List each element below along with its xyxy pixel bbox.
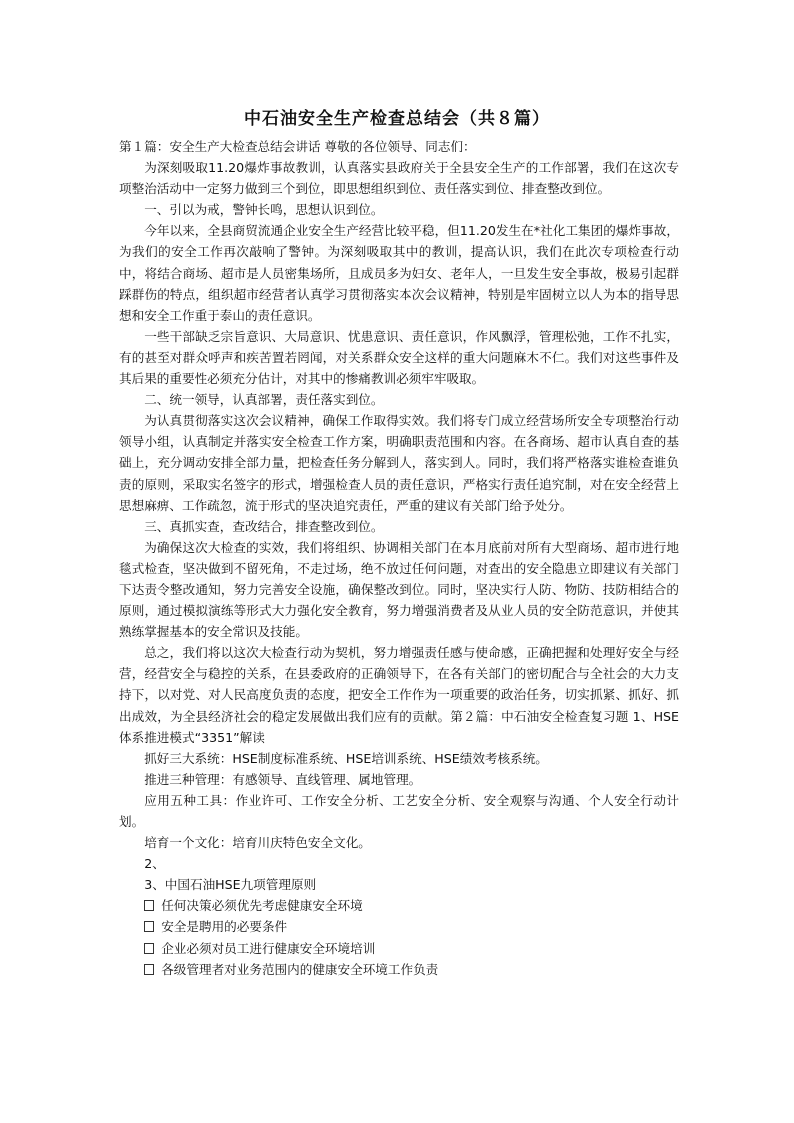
checklist-item-text: 企业必须对员工进行健康安全环境培训: [161, 940, 376, 956]
paragraph-intro: 为深刻吸取11.20爆炸事故教训，认真落实县政府关于全县安全生产的工作部署，我们在这次专项整治活动中一定努力做到三个到位，即思想组织到位、责任落实到位、排查整改到位。: [119, 160, 679, 197]
paragraph-section2: 为认真贯彻落实这次会议精神，确保工作取得实效。我们将专门成立经营场所安全专项整治行动领导小组，认真制定并落实安全检查工作方案，明确职责范围和内容。在各商场、超市认真自查的基础上，充分调动安排全部力量，把检查任务分解到人，落实到人。同时，我们将严格落实谁检查谁负责的原则，采取实名签字的形式，增强检查人员的责任意识，严格实行责任追究制，对在安全经营上思想麻痹、工作疏忽，流于形式的坚决追究责任，严重的建议有关部门给予处分。: [119, 413, 679, 513]
checklist-item-text: 任何决策必须优先考虑健康安全环境: [161, 898, 363, 914]
paragraph-three-systems: 抓好三大系统：HSE制度标准系统、HSE培训系统、HSE绩效考核系统。: [144, 750, 548, 766]
checklist-item: [119, 959, 679, 980]
checkbox-icon: [144, 900, 154, 911]
paragraph-one-culture: 培育一个文化：培育川庆特色安全文化。: [144, 835, 371, 851]
paragraph-section3: 为确保这次大检查的实效，我们将组织、协调相关部门在本月底前对所有大型商场、超市进行地毯式检查，坚决做到不留死角，不走过场，绝不放过任何问题，对查出的安全隐患立即建议有关部门下达责令整改通知，努力完善安全设施，确保整改到位。同时，坚决实行人防、物防、技防相结合的原则，通过模拟演练等形式大力强化安全教育，努力增强消费者及从业人员的安全防范意识，并使其熟练掌握基本的安全常识及技能。: [119, 539, 679, 640]
section-heading-3: 三、真抓实查，查改结合，排查整改到位。: [144, 518, 384, 534]
paragraph-section1-a: 今年以来，全县商贸流通企业安全生产经营比较平稳，但11.20发生在*社化工集团的爆炸事故，为我们的安全工作再次敲响了警钟。为深刻吸取其中的教训，提高认识，我们在此次专项检查行动中，将结合商场、超市是人员密集场所，且成员多为妇女、老年人，一旦发生安全事故，极易引起群踩群伤的特点，组织超市经营者认真学习贯彻落实本次会议精神，特别是牢固树立以人为本的指导思想和安全工作重于泰山的责任意识。: [119, 223, 679, 323]
checkbox-icon: [144, 921, 154, 932]
checklist-item: [119, 938, 679, 959]
paragraph-item-3: 3、中国石油HSE九项管理原则: [144, 877, 317, 893]
section-heading-2: 二、统一领导，认真部署，责任落实到位。: [144, 392, 384, 408]
section-heading-1: 一、引以为戒，警钟长鸣，思想认识到位。: [144, 202, 384, 218]
paragraph-part1-heading: 第１篇：安全生产大检查总结会讲话 尊敬的各位领导、同志们：: [119, 139, 476, 154]
document-title: 中石油安全生产检查总结会（共８篇）: [244, 109, 550, 129]
paragraph-item-2: 2、: [144, 856, 165, 872]
checklist-item-text: 各级管理者对业务范围内的健康安全环境工作负责: [161, 961, 439, 977]
paragraph-conclusion: 总之，我们将以这次大检查行动为契机，努力增强责任感与使命感，正确把握和处理好安全与经营，经营安全与稳控的关系，在县委政府的正确领导下，在各有关部门的密切配合与全社会的大力支持下，以对党、对人民高度负责的态度，把安全工作作为一项重要的政治任务，切实抓紧、抓好、抓出成效，为全县经济社会的稳定发展做出我们应有的贡献。第２篇：中石油安全检查复习题 1、HSE体系推进模式“3351”解读: [119, 645, 679, 745]
paragraph-five-tools: 应用五种工具：作业许可、工作安全分析、工艺安全分析、安全观察与沟通、个人安全行动计划。: [119, 792, 679, 829]
document-body: [119, 136, 679, 980]
paragraph-section1-b: 一些干部缺乏宗旨意识、大局意识、忧患意识、责任意识，作风飘浮，管理松弛，工作不扎实，有的甚至对群众呼声和疾苦置若罔闻，对关系群众安全这样的重大问题麻木不仁。我们对这些事件及其后果的重要性必须充分估计，对其中的惨痛教训必须牢牢吸取。: [119, 328, 679, 387]
checkbox-icon: [144, 964, 154, 975]
checklist-item: [119, 895, 679, 916]
checklist-item: [119, 916, 679, 937]
paragraph-three-managements: 推进三种管理：有感领导、直线管理、属地管理。: [144, 771, 422, 787]
checklist-item-text: 安全是聘用的必要条件: [161, 919, 288, 935]
checkbox-icon: [144, 943, 154, 954]
